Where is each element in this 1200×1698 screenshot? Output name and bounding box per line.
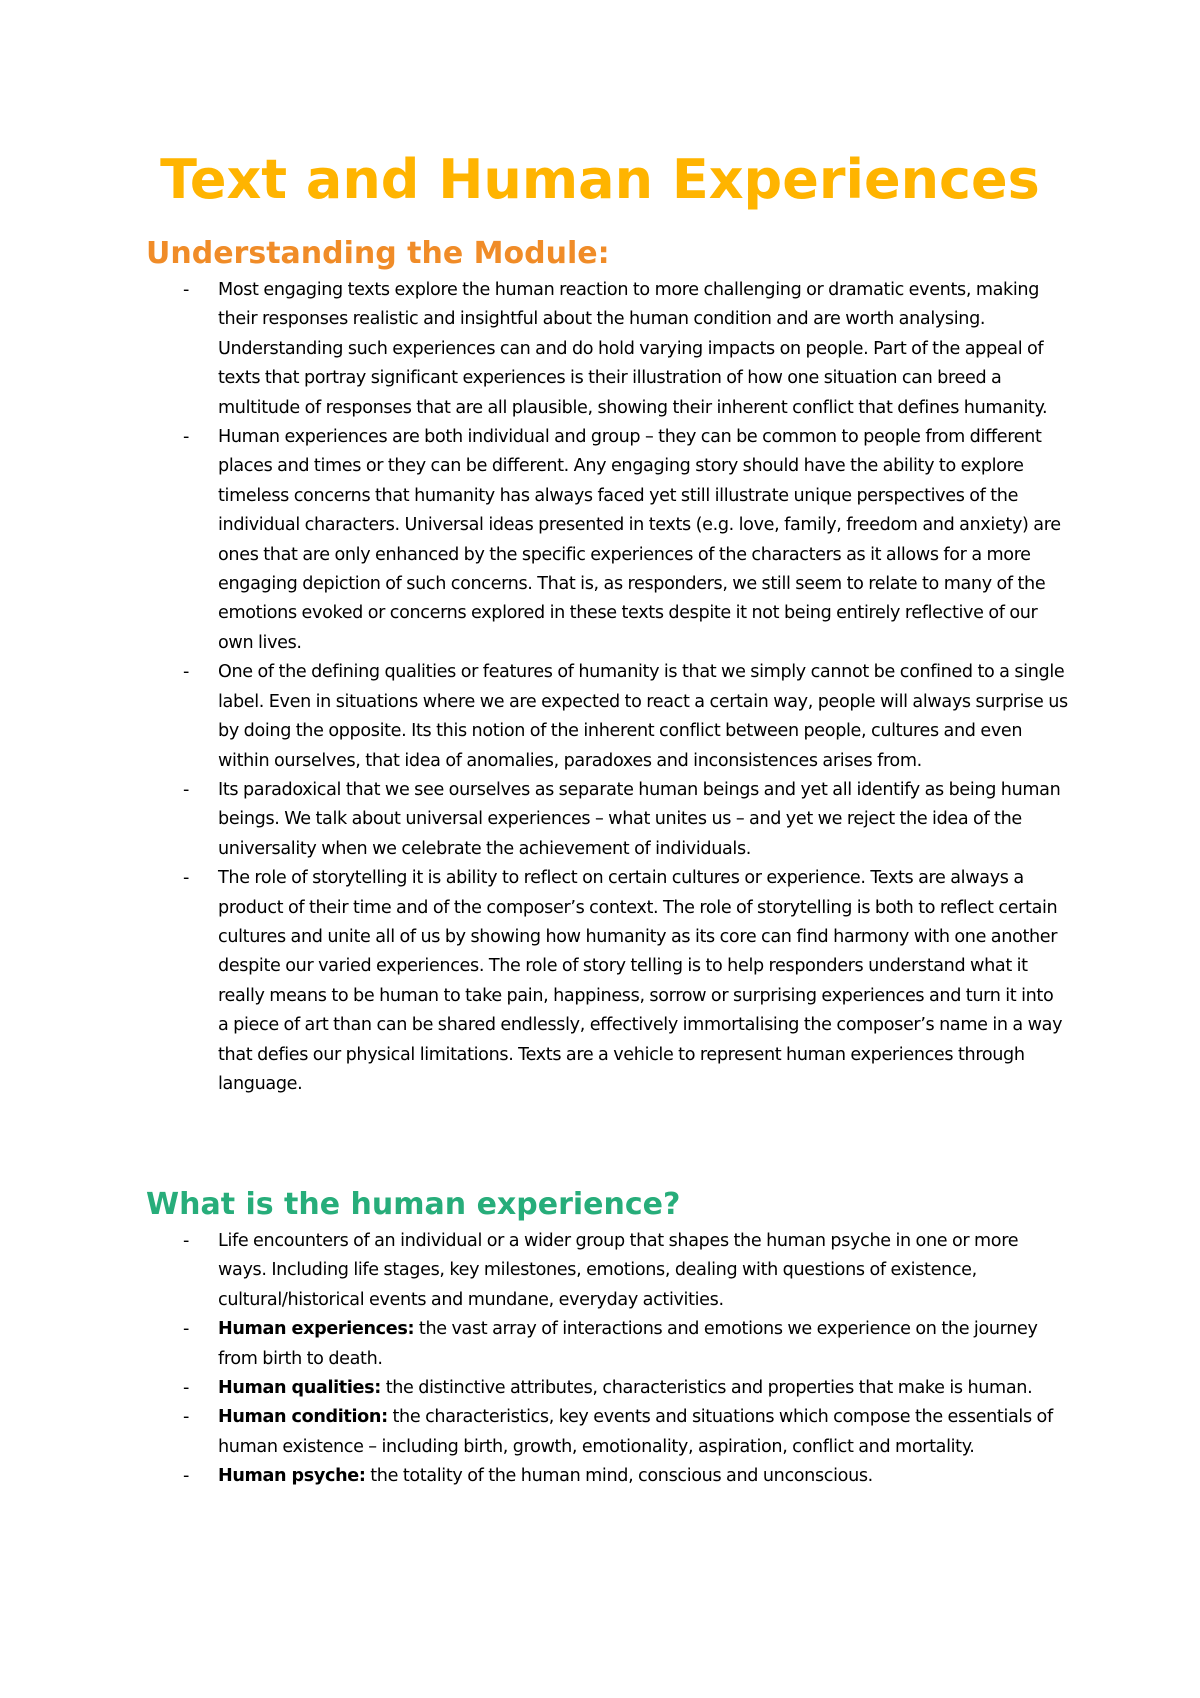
definition-term: Human qualities:	[218, 1378, 381, 1399]
dash-bullet-icon: -	[183, 868, 189, 889]
definition-text: the vast array of interactions and emotions we experience on the journey from birth to death.	[218, 1319, 1038, 1369]
dash-bullet-icon: -	[183, 662, 189, 683]
dash-bullet-icon: -	[183, 779, 189, 800]
dash-bullet-icon: -	[183, 280, 189, 300]
list-item	[0, 423, 1200, 658]
bullet-list-human-experience	[0, 1227, 1200, 1492]
dash-bullet-icon: -	[183, 1319, 189, 1340]
list-item-text: Its paradoxical that we see ourselves as separate human beings and yet all identify as being human beings. We talk about universal experiences – what unites us – and yet we reject the idea of the universality when we celebrate the achievement of individuals.	[218, 779, 1061, 859]
list-item-text: The role of storytelling it is ability to reflect on certain cultures or experience. Texts are always a product of their time and of the composer’s context. The role of storytelling is both to reflect certain cultures and unite all of us by showing how humanity as its core can find harmony with one another despite our varied experiences. The role of story telling is to help responders understand what it really means to be human to take pain, happiness, sorrow or surprising experiences and turn it into a piece of art than can be shared endlessly, effectively immortalising the composer’s name in a way that defies our physical limitations. Texts are a vehicle to represent human experiences through language.	[218, 868, 1063, 1094]
definition-text: the distinctive attributes, characteristics and properties that make is human.	[380, 1378, 1033, 1399]
dash-bullet-icon: -	[183, 1407, 189, 1428]
document-title: Text and Human Experiences	[160, 148, 1040, 211]
list-item-text: Human experiences are both individual and group – they can be common to people from different places and times or they can be different. Any engaging story should have the ability to explore timeless concerns that humanity has always faced yet still illustrate unique perspectives of the individual characters. Universal ideas presented in texts (e.g. love, family, freedom and anxiety) are ones that are only enhanced by the specific experiences of the characters as it allows for a more engaging depiction of such concerns. That is, as responders, we still seem to relate to many of the emotions evoked or concerns explored in these texts despite it not being entirely reflective of our own lives.	[218, 427, 1061, 653]
dash-bullet-icon: -	[183, 1378, 189, 1399]
list-item	[0, 276, 1200, 423]
list-item	[0, 864, 1200, 1099]
bullet-list-understanding-module	[0, 276, 1200, 1099]
list-item	[0, 1315, 1200, 1374]
definition-text: the characteristics, key events and situations which compose the essentials of human existence – including birth, growth, emotionality, aspiration, conflict and mortality.	[218, 1407, 1053, 1457]
list-item	[0, 1462, 1200, 1491]
list-item	[0, 1227, 1200, 1315]
list-item	[0, 1403, 1200, 1462]
list-item	[0, 1374, 1200, 1403]
definition-term: Human psyche:	[218, 1466, 366, 1487]
dash-bullet-icon: -	[183, 1466, 189, 1487]
definition-text: the totality of the human mind, conscious and unconscious.	[365, 1466, 873, 1487]
section-heading-understanding-module: Understanding the Module:	[146, 236, 610, 271]
list-item-text: One of the defining qualities or features of humanity is that we simply cannot be confined to a single label. Even in situations where we are expected to react a certain way, people will always surprise us by doing the opposite. Its this notion of the inherent conflict between people, cultures and even within ourselves, that idea of anomalies, paradoxes and inconsistences arises from.	[218, 662, 1068, 771]
definition-term: Human experiences:	[218, 1319, 415, 1340]
dash-bullet-icon: -	[183, 1231, 189, 1251]
list-item-text: Life encounters of an individual or a wider group that shapes the human psyche in one or more ways. Including life stages, key milestones, emotions, dealing with questions of existence, cultural/historical events and mundane, everyday activities.	[218, 1231, 1019, 1310]
list-item-text: Most engaging texts explore the human reaction to more challenging or dramatic events, making their responses realistic and insightful about the human condition and are worth analysing. Understanding such experiences can and do hold varying impacts on people. Part of the appeal of texts that portray significant experiences is their illustration of how one situation can breed a multitude of responses that are all plausible, showing their inherent conflict that defines humanity.	[218, 280, 1048, 418]
list-item	[0, 776, 1200, 864]
definition-term: Human condition:	[218, 1407, 388, 1428]
dash-bullet-icon: -	[183, 427, 189, 448]
section-heading-what-is-human-experience: What is the human experience?	[146, 1187, 681, 1222]
list-item	[0, 658, 1200, 776]
